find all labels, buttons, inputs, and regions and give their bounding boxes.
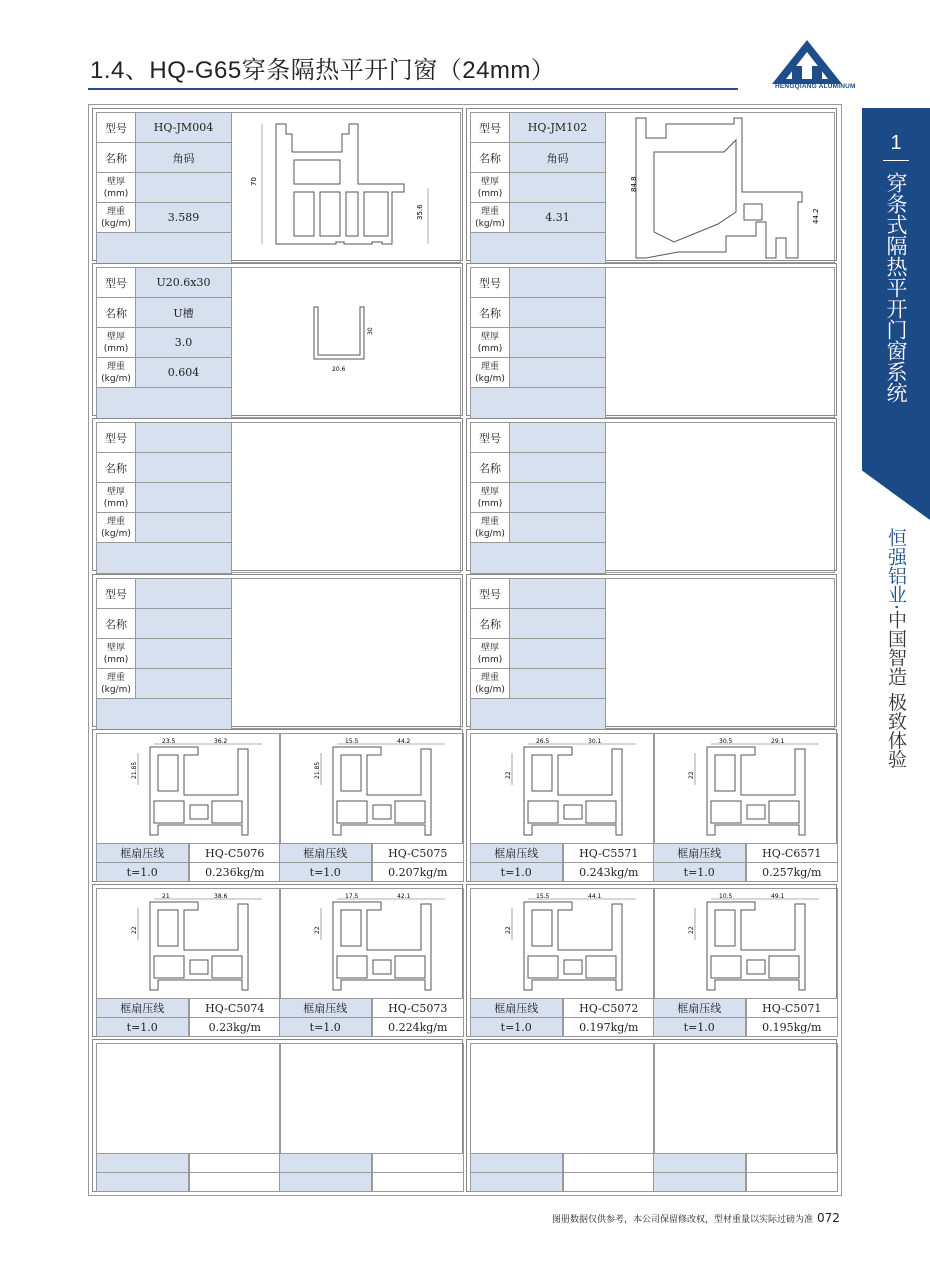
profile-cell bbox=[653, 733, 838, 883]
profile-label: 框扇压线 bbox=[279, 843, 372, 863]
label-wall bbox=[471, 483, 510, 513]
profile-drawing-area bbox=[232, 578, 461, 729]
wall-unit: (mm) bbox=[103, 498, 129, 509]
value-wall bbox=[136, 173, 232, 203]
profile-weight: 0.23kg/m bbox=[189, 1017, 282, 1037]
value-model: HQ-JM102 bbox=[510, 113, 606, 143]
profile-drawing bbox=[472, 890, 655, 999]
profile-label bbox=[96, 1153, 189, 1173]
value-name: U槽 bbox=[136, 298, 232, 328]
profile-cell bbox=[470, 888, 655, 1038]
profile-image bbox=[279, 1043, 464, 1154]
spec-footer-cell bbox=[97, 388, 232, 419]
svg-text:15.5: 15.5 bbox=[345, 738, 359, 745]
wall-unit: (mm) bbox=[103, 654, 129, 665]
profile-weight bbox=[189, 1172, 282, 1192]
spec-footer-cell bbox=[471, 233, 606, 264]
profile-drawing bbox=[281, 890, 464, 999]
profile-image bbox=[653, 1043, 838, 1154]
label-wall bbox=[97, 328, 136, 358]
profile-label: 框扇压线 bbox=[653, 998, 746, 1018]
value-model bbox=[510, 579, 606, 609]
weight-unit: (kg/m) bbox=[101, 373, 131, 384]
weight-unit: (kg/m) bbox=[101, 218, 131, 229]
profile-row-label bbox=[470, 844, 655, 863]
profile-cell bbox=[279, 733, 464, 883]
profile-panel bbox=[92, 1039, 463, 1192]
svg-text:35.6: 35.6 bbox=[416, 204, 424, 220]
value-model: HQ-JM004 bbox=[136, 113, 232, 143]
profile-drawing-area bbox=[606, 422, 835, 573]
svg-text:84.8: 84.8 bbox=[630, 176, 638, 192]
page-number: 072 bbox=[817, 1211, 840, 1225]
value-name bbox=[510, 453, 606, 483]
label-wall bbox=[471, 639, 510, 669]
wall-text: 壁厚 bbox=[106, 176, 125, 187]
wall-text: 壁厚 bbox=[480, 642, 499, 653]
profile-code bbox=[563, 1153, 656, 1173]
profile-drawing bbox=[472, 735, 655, 844]
profile-panel bbox=[466, 884, 837, 1037]
value-name bbox=[136, 609, 232, 639]
spec-footer-cell bbox=[97, 699, 232, 730]
profile-weight: 0.197kg/m bbox=[563, 1017, 656, 1037]
profile-cell bbox=[470, 733, 655, 883]
spec-table bbox=[470, 578, 606, 730]
svg-text:22: 22 bbox=[505, 771, 512, 779]
profile-panel bbox=[92, 729, 463, 882]
wall-unit: (mm) bbox=[103, 343, 129, 354]
label-weight bbox=[471, 669, 510, 699]
profile-weight bbox=[372, 1172, 465, 1192]
label-name: 名称 bbox=[471, 143, 510, 173]
profile-label: 框扇压线 bbox=[653, 843, 746, 863]
profile-code: HQ-C6571 bbox=[746, 843, 839, 863]
weight-text: 理重 bbox=[480, 516, 499, 527]
profile-label bbox=[279, 1153, 372, 1173]
profile-row-label bbox=[470, 1154, 655, 1173]
profile-drawing-area bbox=[232, 422, 461, 573]
profile-row-spec bbox=[96, 863, 281, 882]
wall-text: 壁厚 bbox=[480, 176, 499, 187]
profile-row-label bbox=[653, 1154, 838, 1173]
profile-image bbox=[653, 888, 838, 999]
profile-label bbox=[653, 1153, 746, 1173]
weight-unit: (kg/m) bbox=[475, 528, 505, 539]
svg-text:22: 22 bbox=[131, 926, 138, 934]
profile-thickness: t=1.0 bbox=[96, 862, 189, 882]
profile-image bbox=[96, 733, 281, 844]
profile-image bbox=[470, 888, 655, 999]
weight-unit: (kg/m) bbox=[475, 373, 505, 384]
profile-row-spec bbox=[96, 1173, 281, 1192]
weight-text: 理重 bbox=[480, 361, 499, 372]
profile-cell bbox=[653, 1043, 838, 1193]
profile-thickness: t=1.0 bbox=[279, 862, 372, 882]
profile-drawing bbox=[606, 112, 835, 263]
profile-thickness: t=1.0 bbox=[279, 1017, 372, 1037]
profile-drawing-area bbox=[606, 267, 835, 418]
svg-text:22: 22 bbox=[505, 926, 512, 934]
label-model: 型号 bbox=[471, 268, 510, 298]
profile-code bbox=[189, 1153, 282, 1173]
label-weight bbox=[97, 513, 136, 543]
value-weight: 4.31 bbox=[510, 203, 606, 233]
label-name: 名称 bbox=[97, 298, 136, 328]
profile-code: HQ-C5073 bbox=[372, 998, 465, 1018]
profile-cell bbox=[279, 888, 464, 1038]
svg-text:17.5: 17.5 bbox=[345, 893, 359, 900]
profile-label: 框扇压线 bbox=[279, 998, 372, 1018]
profile-drawing bbox=[281, 735, 464, 844]
profile-weight bbox=[563, 1172, 656, 1192]
value-name bbox=[136, 453, 232, 483]
spec-card bbox=[466, 108, 837, 261]
svg-text:23.5: 23.5 bbox=[162, 738, 176, 745]
profile-weight: 0.207kg/m bbox=[372, 862, 465, 882]
svg-text:22: 22 bbox=[314, 926, 321, 934]
profile-panel bbox=[466, 729, 837, 882]
svg-text:30.5: 30.5 bbox=[719, 738, 733, 745]
footer-note: 图册数据仅供参考，本公司保留修改权，型材重量以实际过磅为准 bbox=[552, 1215, 814, 1225]
label-model: 型号 bbox=[97, 423, 136, 453]
title-underline bbox=[88, 88, 738, 90]
spec-footer-cell bbox=[471, 388, 606, 419]
label-model: 型号 bbox=[97, 113, 136, 143]
label-wall bbox=[471, 328, 510, 358]
profile-code: HQ-C5072 bbox=[563, 998, 656, 1018]
profile-panel bbox=[466, 1039, 837, 1192]
label-name: 名称 bbox=[471, 298, 510, 328]
svg-text:22: 22 bbox=[688, 926, 695, 934]
spec-card bbox=[92, 108, 463, 261]
wall-unit: (mm) bbox=[477, 188, 503, 199]
profile-weight bbox=[746, 1172, 839, 1192]
profile-row-spec bbox=[653, 1018, 838, 1037]
value-model bbox=[510, 423, 606, 453]
profile-image bbox=[96, 1043, 281, 1154]
label-weight bbox=[97, 669, 136, 699]
profile-image bbox=[96, 888, 281, 999]
profile-image bbox=[653, 733, 838, 844]
profile-code: HQ-C5074 bbox=[189, 998, 282, 1018]
weight-unit: (kg/m) bbox=[475, 218, 505, 229]
value-wall bbox=[136, 483, 232, 513]
profile-row-label bbox=[96, 844, 281, 863]
spec-card bbox=[466, 263, 837, 416]
spec-table bbox=[96, 422, 232, 574]
profile-thickness: t=1.0 bbox=[96, 1017, 189, 1037]
weight-text: 理重 bbox=[106, 361, 125, 372]
spec-card bbox=[466, 574, 837, 727]
profile-code bbox=[746, 1153, 839, 1173]
spec-card bbox=[92, 418, 463, 571]
profile-row-label bbox=[96, 999, 281, 1018]
profile-label: 框扇压线 bbox=[470, 843, 563, 863]
profile-weight: 0.224kg/m bbox=[372, 1017, 465, 1037]
profile-row-spec bbox=[470, 1018, 655, 1037]
label-weight bbox=[97, 358, 136, 388]
label-wall bbox=[97, 483, 136, 513]
label-model: 型号 bbox=[97, 268, 136, 298]
value-weight bbox=[510, 513, 606, 543]
label-weight bbox=[471, 358, 510, 388]
profile-label: 框扇压线 bbox=[96, 843, 189, 863]
weight-unit: (kg/m) bbox=[101, 684, 131, 695]
wall-text: 壁厚 bbox=[106, 486, 125, 497]
profile-image bbox=[470, 1043, 655, 1154]
wall-text: 壁厚 bbox=[106, 331, 125, 342]
wall-text: 壁厚 bbox=[106, 642, 125, 653]
profile-label bbox=[470, 1153, 563, 1173]
svg-text:26.5: 26.5 bbox=[536, 738, 550, 745]
profile-thickness bbox=[653, 1172, 746, 1192]
weight-unit: (kg/m) bbox=[475, 684, 505, 695]
svg-text:29.1: 29.1 bbox=[771, 738, 785, 745]
spec-footer-cell bbox=[471, 699, 606, 730]
profile-row-spec bbox=[96, 1018, 281, 1037]
label-wall bbox=[471, 173, 510, 203]
svg-text:44.2: 44.2 bbox=[812, 208, 820, 224]
svg-text:22: 22 bbox=[688, 771, 695, 779]
value-weight bbox=[510, 669, 606, 699]
wall-unit: (mm) bbox=[477, 498, 503, 509]
value-weight: 0.604 bbox=[136, 358, 232, 388]
label-weight bbox=[471, 203, 510, 233]
profile-cell bbox=[96, 1043, 281, 1193]
svg-text:38.6: 38.6 bbox=[214, 893, 228, 900]
svg-text:30.1: 30.1 bbox=[588, 738, 602, 745]
profile-weight: 0.257kg/m bbox=[746, 862, 839, 882]
profile-cell bbox=[470, 1043, 655, 1193]
profile-row-label bbox=[96, 1154, 281, 1173]
label-model: 型号 bbox=[97, 579, 136, 609]
value-name: 角码 bbox=[510, 143, 606, 173]
value-wall bbox=[510, 483, 606, 513]
svg-text:10.5: 10.5 bbox=[719, 893, 733, 900]
profile-row-spec bbox=[653, 863, 838, 882]
side-slogan bbox=[862, 528, 930, 768]
profile-weight: 0.195kg/m bbox=[746, 1017, 839, 1037]
profile-thickness bbox=[96, 1172, 189, 1192]
spec-table bbox=[96, 267, 232, 419]
spec-footer-cell bbox=[97, 233, 232, 264]
label-name: 名称 bbox=[97, 453, 136, 483]
label-name: 名称 bbox=[97, 609, 136, 639]
value-name bbox=[510, 609, 606, 639]
value-model bbox=[510, 268, 606, 298]
profile-cell bbox=[653, 888, 838, 1038]
wall-unit: (mm) bbox=[477, 654, 503, 665]
value-model bbox=[136, 579, 232, 609]
profile-code: HQ-C5075 bbox=[372, 843, 465, 863]
section-title: 穿条式隔热平开门窗系统 bbox=[884, 172, 908, 403]
value-wall bbox=[510, 173, 606, 203]
svg-text:70: 70 bbox=[250, 177, 258, 186]
weight-text: 理重 bbox=[106, 672, 125, 683]
svg-text:44.1: 44.1 bbox=[588, 893, 602, 900]
profile-row-label bbox=[279, 1154, 464, 1173]
svg-text:21: 21 bbox=[162, 893, 170, 900]
slogan-dot: · bbox=[885, 604, 907, 611]
profile-row-spec bbox=[653, 1173, 838, 1192]
spec-table bbox=[470, 422, 606, 574]
profile-row-label bbox=[653, 999, 838, 1018]
svg-text:42.1: 42.1 bbox=[397, 893, 411, 900]
slogan-text: 中国智造 极致体验 bbox=[885, 610, 907, 769]
svg-text:15.5: 15.5 bbox=[536, 893, 550, 900]
profile-image bbox=[279, 888, 464, 999]
label-name: 名称 bbox=[471, 609, 510, 639]
value-wall bbox=[136, 639, 232, 669]
profile-cell bbox=[96, 888, 281, 1038]
weight-unit: (kg/m) bbox=[101, 528, 131, 539]
profile-row-spec bbox=[279, 1018, 464, 1037]
label-model: 型号 bbox=[471, 579, 510, 609]
weight-text: 理重 bbox=[106, 206, 125, 217]
profile-image bbox=[279, 733, 464, 844]
profile-row-label bbox=[470, 999, 655, 1018]
label-wall bbox=[97, 173, 136, 203]
wall-text: 壁厚 bbox=[480, 486, 499, 497]
spec-table bbox=[96, 112, 232, 264]
profile-code: HQ-C5076 bbox=[189, 843, 282, 863]
profile-drawing bbox=[98, 735, 281, 844]
weight-text: 理重 bbox=[480, 206, 499, 217]
label-weight bbox=[471, 513, 510, 543]
profile-panel bbox=[92, 884, 463, 1037]
logo-text: HENGQIANG ALUMINUM bbox=[775, 83, 856, 90]
slogan-brand: 恒强铝业 bbox=[885, 528, 907, 604]
svg-text:21.85: 21.85 bbox=[131, 761, 138, 779]
profile-row-spec bbox=[470, 863, 655, 882]
svg-text:49.1: 49.1 bbox=[771, 893, 785, 900]
wall-unit: (mm) bbox=[103, 188, 129, 199]
profile-label: 框扇压线 bbox=[470, 998, 563, 1018]
profile-row-label bbox=[279, 999, 464, 1018]
label-name: 名称 bbox=[97, 143, 136, 173]
profile-drawing bbox=[98, 890, 281, 999]
section-number-divider bbox=[883, 160, 909, 161]
spec-card bbox=[92, 574, 463, 727]
weight-text: 理重 bbox=[480, 672, 499, 683]
profile-drawing bbox=[232, 267, 461, 418]
profile-row-label bbox=[279, 844, 464, 863]
profile-row-label bbox=[653, 844, 838, 863]
svg-text:21.85: 21.85 bbox=[314, 761, 321, 779]
value-model bbox=[136, 423, 232, 453]
value-wall: 3.0 bbox=[136, 328, 232, 358]
profile-row-spec bbox=[470, 1173, 655, 1192]
label-model: 型号 bbox=[471, 423, 510, 453]
value-name: 角码 bbox=[136, 143, 232, 173]
profile-drawing bbox=[655, 735, 838, 844]
profile-thickness: t=1.0 bbox=[470, 1017, 563, 1037]
profile-thickness: t=1.0 bbox=[470, 862, 563, 882]
spec-footer-cell bbox=[97, 543, 232, 574]
spec-table bbox=[96, 578, 232, 730]
spec-footer-cell bbox=[471, 543, 606, 574]
profile-cell bbox=[96, 733, 281, 883]
value-weight: 3.589 bbox=[136, 203, 232, 233]
profile-label: 框扇压线 bbox=[96, 998, 189, 1018]
label-weight bbox=[97, 203, 136, 233]
value-wall bbox=[510, 639, 606, 669]
profile-thickness bbox=[470, 1172, 563, 1192]
label-name: 名称 bbox=[471, 453, 510, 483]
profile-code: HQ-C5071 bbox=[746, 998, 839, 1018]
profile-drawing-area bbox=[606, 578, 835, 729]
profile-code bbox=[372, 1153, 465, 1173]
profile-cell bbox=[279, 1043, 464, 1193]
value-weight bbox=[136, 669, 232, 699]
profile-drawing bbox=[655, 890, 838, 999]
wall-unit: (mm) bbox=[477, 343, 503, 354]
page-title: 1.4、HQ-G65穿条隔热平开门窗（24mm） bbox=[90, 57, 556, 84]
profile-image bbox=[470, 733, 655, 844]
profile-weight: 0.243kg/m bbox=[563, 862, 656, 882]
profile-weight: 0.236kg/m bbox=[189, 862, 282, 882]
weight-text: 理重 bbox=[106, 516, 125, 527]
value-weight bbox=[136, 513, 232, 543]
svg-text:44.2: 44.2 bbox=[397, 738, 411, 745]
svg-text:36.2: 36.2 bbox=[214, 738, 228, 745]
profile-code: HQ-C5571 bbox=[563, 843, 656, 863]
spec-table bbox=[470, 267, 606, 419]
label-model: 型号 bbox=[471, 113, 510, 143]
value-wall bbox=[510, 328, 606, 358]
section-number: 1 bbox=[890, 132, 902, 154]
value-name bbox=[510, 298, 606, 328]
value-weight bbox=[510, 358, 606, 388]
label-wall bbox=[97, 639, 136, 669]
svg-text:20.6: 20.6 bbox=[332, 366, 346, 373]
profile-thickness bbox=[279, 1172, 372, 1192]
profile-drawing bbox=[232, 112, 461, 263]
spec-card bbox=[92, 263, 463, 416]
spec-table bbox=[470, 112, 606, 264]
svg-text:30: 30 bbox=[367, 327, 374, 335]
profile-row-spec bbox=[279, 1173, 464, 1192]
profile-thickness: t=1.0 bbox=[653, 1017, 746, 1037]
value-model: U20.6x30 bbox=[136, 268, 232, 298]
spec-card bbox=[466, 418, 837, 571]
footer bbox=[552, 1211, 840, 1225]
wall-text: 壁厚 bbox=[480, 331, 499, 342]
profile-thickness: t=1.0 bbox=[653, 862, 746, 882]
profile-row-spec bbox=[279, 863, 464, 882]
